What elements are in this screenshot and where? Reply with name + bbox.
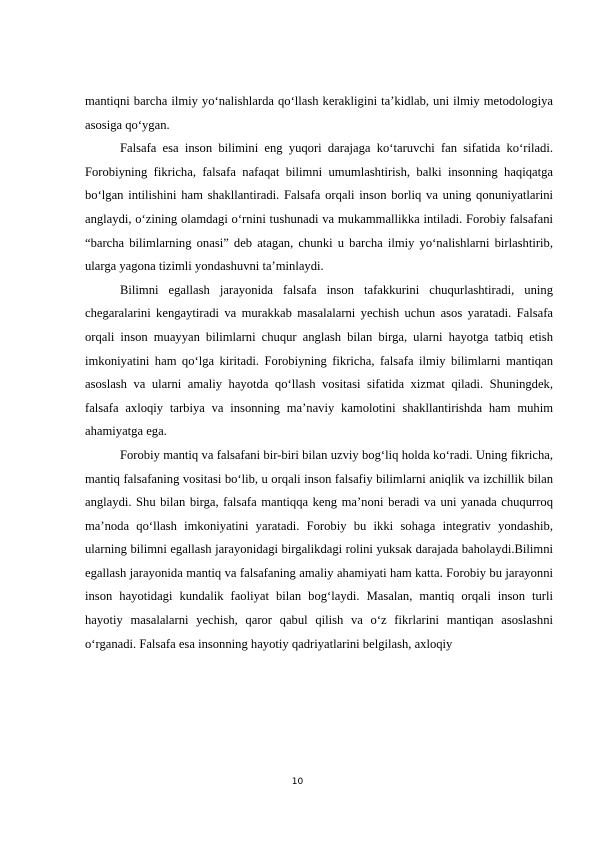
paragraph-4: Forobiy mantiq va falsafani bir-biri bilan uzviy bog‘liq holda ko‘radi. Uning fikricha, mantiq falsafaning vositasi bo‘lib, u orqali inson falsafiy bilimlarni aniqlik va izchillik bilan anglaydi. Shu bilan birga, falsafa mantiqqa keng ma’noni beradi va uni yanada chuqurroq ma’noda qo‘llash imkoniyatini yaratadi. Forobiy bu ikki sohaga integrativ yondashib, ularning bilimni egallash jarayonidagi birgalikdagi rolini yuksak darajada baholaydi.Bilimni egallash jarayonida mantiq va falsafaning amaliy ahamiyati ham katta. Forobiy bu jarayonni inson hayotidagi kundalik faoliyat bilan bog‘laydi. Masalan, mantiq orqali inson turli hayotiy masalalarni yechish, qaror qabul qilish va o‘z fikrlarini mantiqan asoslashni o‘rganadi. Falsafa esa insonning hayotiy qadriyatlarini belgilash, axloqiy [85,447,553,651]
body-text [85,90,553,656]
paragraph-3: Bilimni egallash jarayonida falsafa inson tafakkurini chuqurlashtiradi, uning chegaralarini kengaytiradi va murakkab masalalarni yechish uchun asos yaratadi. Falsafa orqali inson muayyan bilimlarni chuqur anglash bilan birga, ularni hayotga tatbiq etish imkoniyatini ham qo‘lga kiritadi. Forobiyning fikricha, falsafa ilmiy bilimlarni mantiqan asoslash va ularni amaliy hayotda qo‘llash vositasi sifatida xizmat qiladi. Shuningdek, falsafa axloqiy tarbiya va insonning ma’naviy kamolotini shakllantirishda ham muhim ahamiyatga ega. [85,282,553,439]
paragraph-2: Falsafa esa inson bilimini eng yuqori darajaga ko‘taruvchi fan sifatida ko‘riladi. Forobiyning fikricha, falsafa nafaqat bilimni umumlashtirish, balki insonning haqiqatga bo‘lgan intilishini ham shakllantiradi. Falsafa orqali inson borliq va uning qonuniyatlarini anglaydi, o‘zining olamdagi o‘rnini tushunadi va mukammallikka intiladi. Forobiy falsafani “barcha bilimlarning onasi” deb atagan, chunki u barcha ilmiy yo‘nalishlarni birlashtirib, ularga yagona tizimli yondashuvni ta’minlaydi. [85,141,553,274]
page-number: 10 [291,777,304,787]
paragraph-1: mantiqni barcha ilmiy yo‘nalishlarda qo‘llash kerakligini ta’kidlab, uni ilmiy metodologiya asosiga qo‘ygan. [85,94,553,132]
